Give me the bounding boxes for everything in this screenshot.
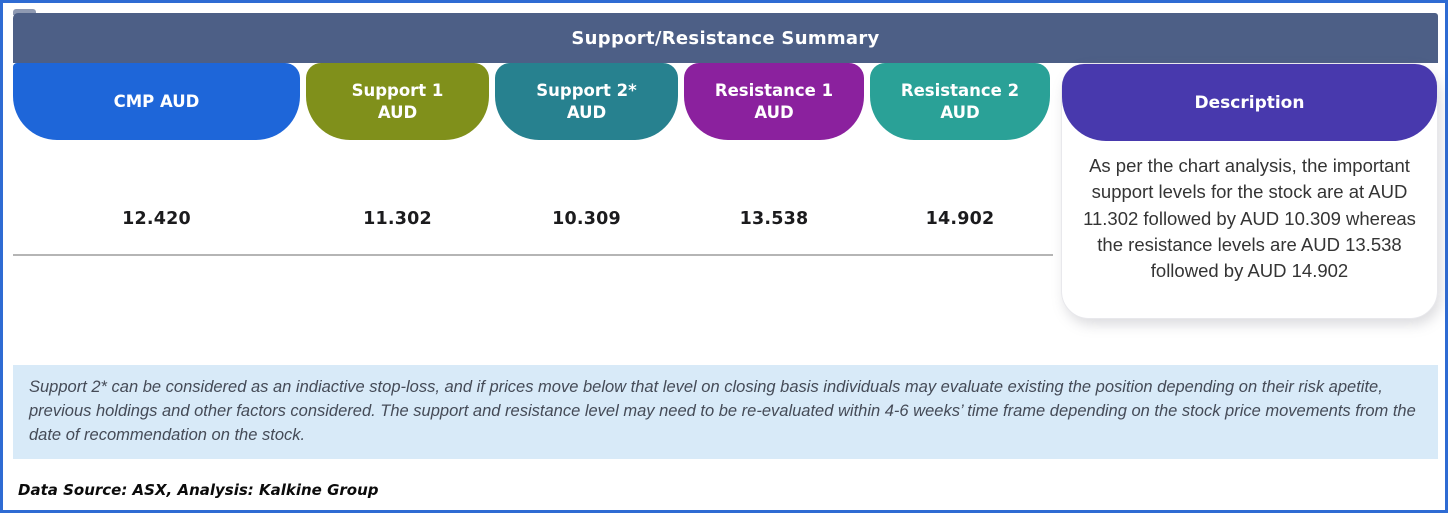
value-resistance2: 14.902	[925, 209, 995, 229]
data-source-line: Data Source: ASX, Analysis: Kalkine Group	[18, 481, 379, 499]
column-header-label: Resistance 2	[900, 81, 1020, 101]
value-support2: 10.309	[552, 209, 621, 229]
column-header-resistance2	[870, 63, 1050, 140]
column-header-support1	[306, 63, 489, 140]
value-cmp: 12.420	[122, 209, 191, 229]
column-header-label: Support 2*	[536, 81, 637, 101]
column-header-resistance1	[684, 63, 864, 140]
table-header-bar	[13, 13, 1438, 63]
column-header-label: Resistance 1	[714, 81, 834, 101]
column-header-cmp	[13, 63, 300, 140]
column-header-label: Support 1	[351, 81, 444, 101]
row-divider-line	[13, 254, 1053, 256]
column-header-label-line2: AUD	[377, 102, 418, 122]
footnote-box	[13, 365, 1438, 459]
footnote-text: Support 2* can be considered as an indiactive stop-loss, and if prices move below that level on closing basis individuals may evaluate existing the position depending on their risk apetite, previous holdings and other factors considered. The support and resistance level may need to be re-evaluated within 4-6 weeks’ time frame depending on the stock price movements from the date of recommendation on the stock.	[29, 378, 1416, 444]
column-header-label-line2: AUD	[940, 102, 980, 122]
description-text: As per the chart analysis, the important support levels for the stock are at AUD 11.302 followed by AUD 10.309 whereas the resistance levels are AUD 13.538 followed by AUD 14.902	[1083, 155, 1416, 282]
description-card	[1061, 63, 1438, 319]
value-support1: 11.302	[363, 209, 432, 229]
description-header-label: Description	[1194, 92, 1305, 113]
column-header-label: CMP AUD	[113, 91, 200, 111]
description-header	[1062, 64, 1437, 141]
table-title: Support/Resistance Summary	[571, 27, 880, 49]
column-header-label-line2: AUD	[566, 102, 607, 122]
values-row	[13, 140, 1058, 253]
panel-content	[10, 13, 1438, 506]
column-header-label-line2: AUD	[754, 102, 794, 122]
value-resistance1: 13.538	[739, 209, 809, 229]
column-header-support2	[495, 63, 678, 140]
